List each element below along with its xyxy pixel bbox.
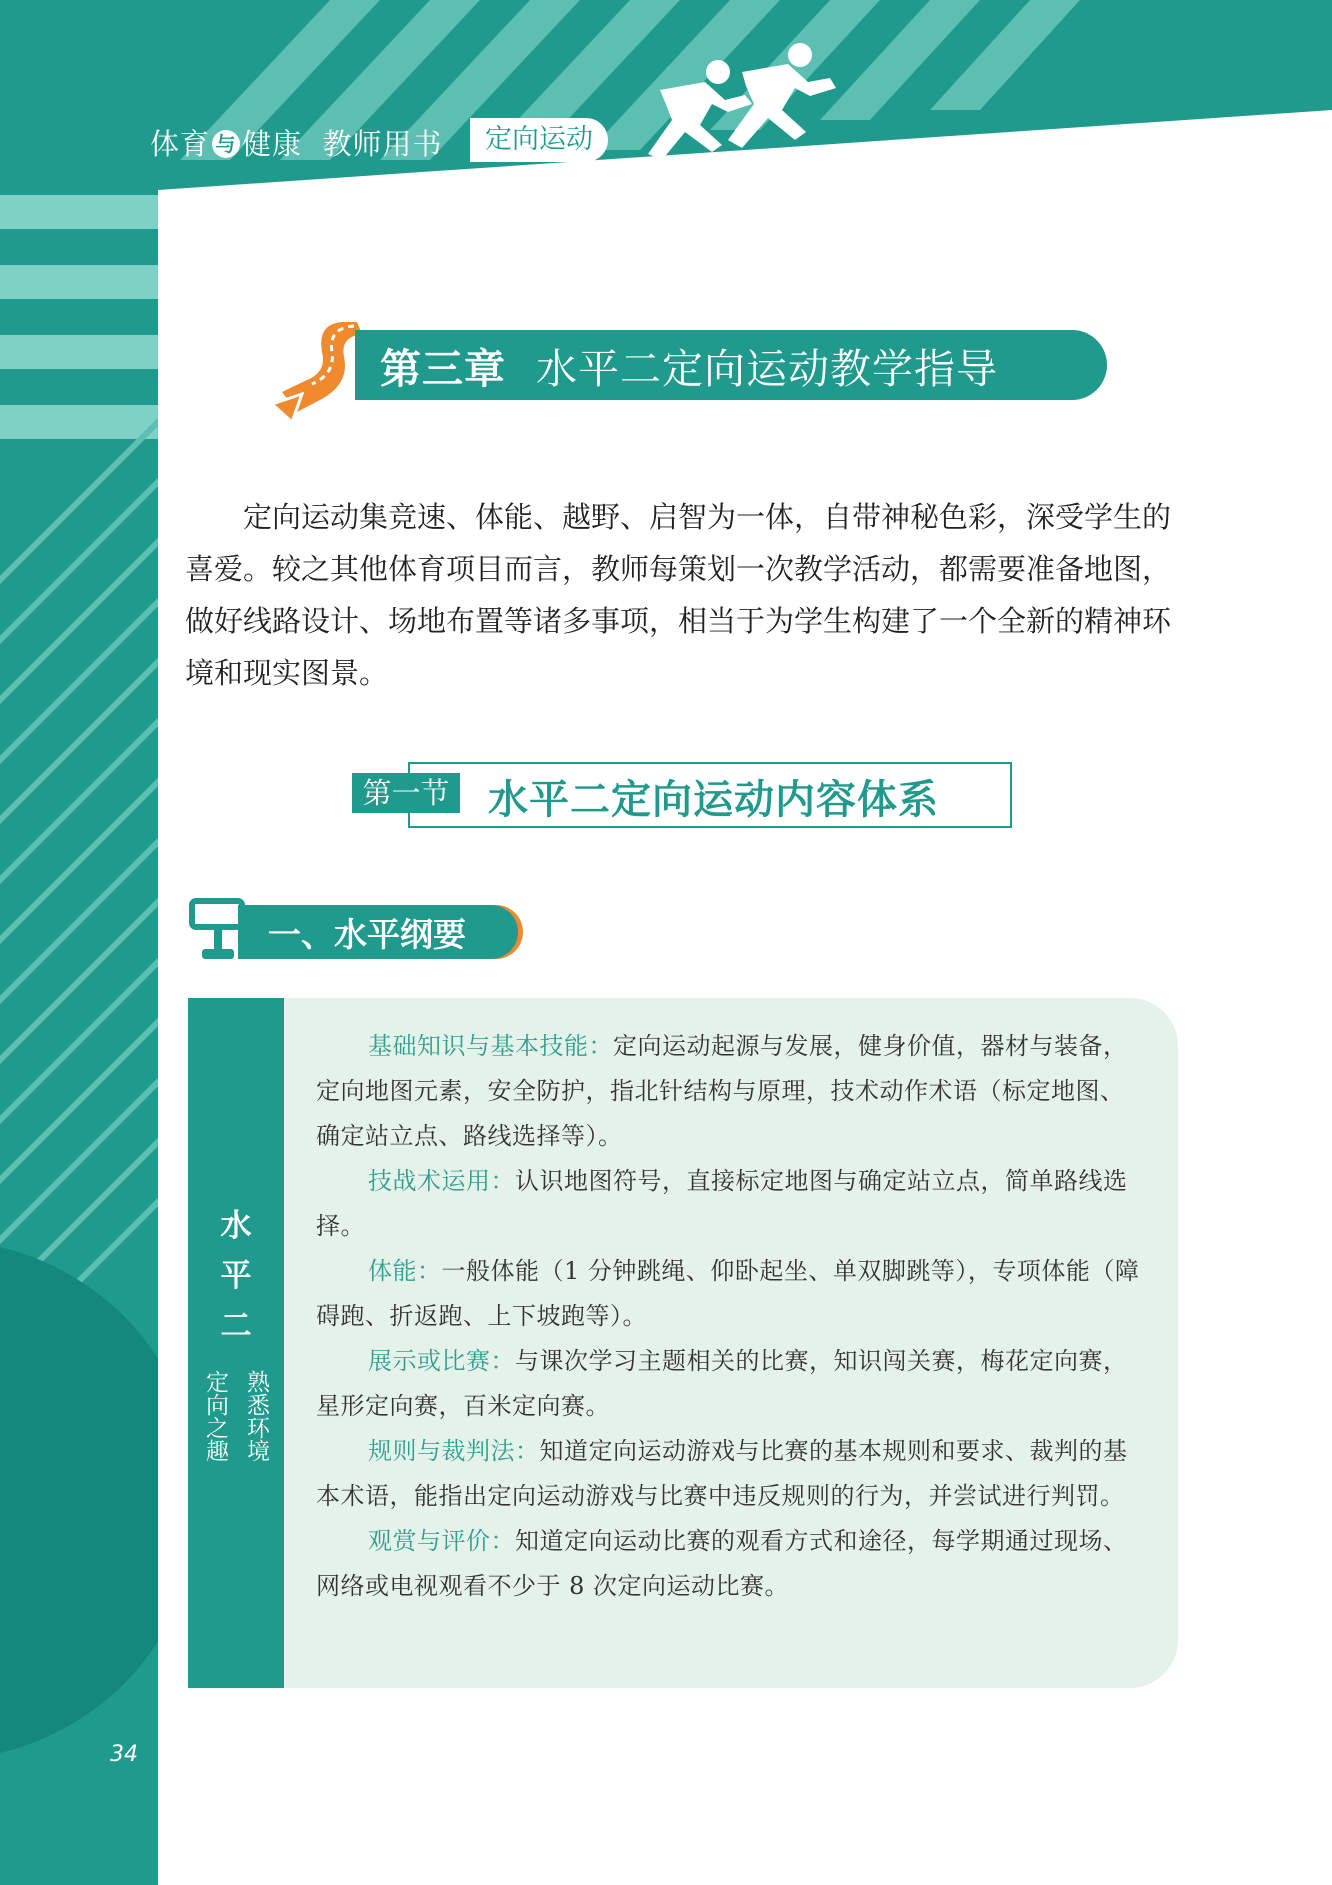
intro-paragraph: 定向运动集竞速、体能、越野、启智为一体，自带神秘色彩，深受学生的喜爱。较之其他体育项目而言，教师每策划一次教学活动，都需要准备地图，做好线路设计、场地布置等诸多事项，相当于为学生构建了一个全新的精神环境和现实图景。	[185, 500, 1172, 690]
panel-subtitle-col2: 定向之趣	[202, 1370, 228, 1462]
item-keyword: 展示或比赛：	[368, 1347, 515, 1375]
item-text: 认识地图符号，直接标定地图与确定站立点，简单路线选择。	[316, 1167, 1128, 1240]
section-label: 第一节	[352, 773, 460, 813]
page-number: 34	[110, 1742, 138, 1767]
item-text: 一般体能（1 分钟跳绳、仰卧起坐、单双脚跳等），专项体能（障碍跑、折返跑、上下坡跑等）。	[316, 1257, 1140, 1330]
item-text: 知道定向运动比赛的观看方式和途径，每学期通过现场、网络或电视观看不少于 8 次定向运动比赛。	[316, 1527, 1128, 1600]
book-title-part3: 教师用书	[322, 127, 443, 161]
section-title: 水平二定向运动内容体系	[488, 777, 939, 823]
item-keyword: 基础知识与基本技能：	[368, 1032, 613, 1060]
panel-item	[316, 1159, 1146, 1249]
panel-item	[316, 1249, 1146, 1339]
panel-item	[316, 1024, 1146, 1159]
level-char: 水	[220, 1208, 252, 1244]
subsection-title: 一、水平纲要	[268, 915, 466, 954]
header-tag: 定向运动	[470, 118, 608, 162]
chapter-heading	[380, 336, 998, 395]
item-keyword: 技战术运用：	[368, 1167, 515, 1195]
item-keyword: 规则与裁判法：	[368, 1437, 540, 1465]
panel-item	[316, 1519, 1146, 1609]
panel-item	[316, 1429, 1146, 1519]
book-title-part1: 体育	[150, 127, 211, 161]
book-title-yu-badge: 与	[212, 130, 240, 158]
item-keyword: 体能：	[368, 1257, 442, 1285]
panel-item	[316, 1339, 1146, 1429]
item-text: 定向运动起源与发展，健身价值，器材与装备，定向地图元素，安全防护，指北针结构与原理，技术动作术语（标定地图、确定站立点、路线选择等）。	[316, 1032, 1128, 1150]
chapter-title: 水平二定向运动教学指导	[536, 345, 998, 393]
item-text: 知道定向运动游戏与比赛的基本规则和要求、裁判的基本术语，能指出定向运动游戏与比赛中违反规则的行为，并尝试进行判罚。	[316, 1437, 1128, 1510]
item-text: 与课次学习主题相关的比赛，知识闯关赛，梅花定向赛，星形定向赛，百米定向赛。	[316, 1347, 1128, 1420]
left-decorative-band	[0, 0, 158, 1885]
chapter-number: 第三章	[380, 345, 506, 393]
level-char: 平	[220, 1258, 252, 1294]
panel-subtitle-col1: 熟悉环境	[243, 1370, 269, 1462]
panel-body	[316, 1024, 1146, 1609]
item-keyword: 观赏与评价：	[368, 1527, 515, 1555]
book-title	[150, 122, 442, 163]
book-title-part2: 健康	[242, 127, 303, 161]
left-band-pattern	[0, 0, 158, 1885]
level-char: 二	[220, 1308, 252, 1344]
